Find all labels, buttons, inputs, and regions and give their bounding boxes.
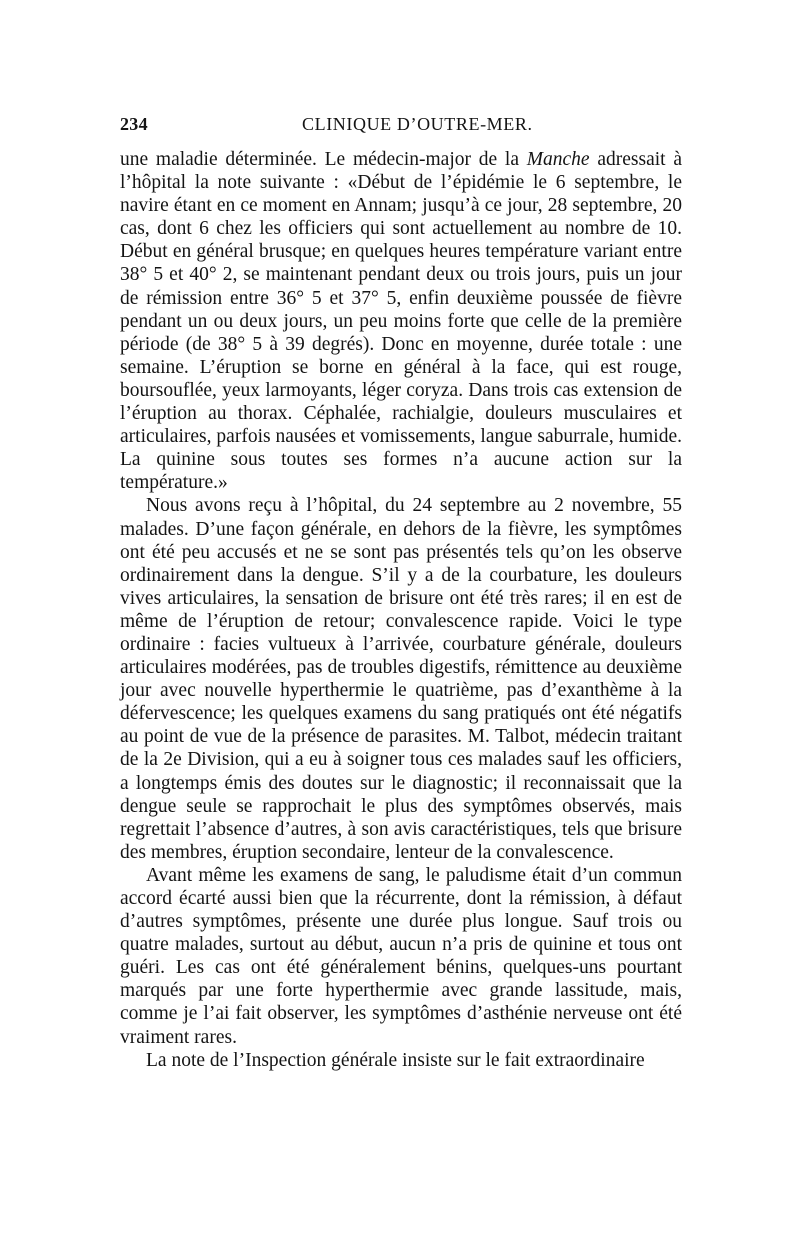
- paragraph-3: [120, 864, 682, 1049]
- running-title: CLINIQUE D’OUTRE-MER.: [302, 114, 533, 134]
- paragraph-4-text: La note de l’Inspection générale insiste sur le fait extraordinaire: [146, 1049, 645, 1071]
- body-text: [120, 148, 682, 1072]
- running-head: [120, 114, 682, 142]
- paragraph-1-text-a: une maladie déterminée. Le médecin-major de la: [120, 149, 527, 170]
- paragraph-1-text-b: adressait à l’hôpital la note suivante : «Début de l’épidémie le 6 septembre, le navire étant en ce moment en Annam; jusqu’à ce jour, 28 septembre, 20 cas, dont 6 chez les officiers qui sont actuellement au nombre de 10. Début en général brusque; en quelques heures température variant entre 38° 5 et 40° 2, se maintenant pendant deux ou trois jours, puis un jour de rémission entre 36° 5 et 37° 5, enfin deuxième poussée de fièvre pendant un ou deux jours, un peu moins forte que celle de la première période (de 38° 5 à 39 degrés). Donc en moyenne, durée totale : une semaine. L’éruption se borne en général à la face, qui est rouge, boursouflée, yeux larmoyants, léger coryza. Dans trois cas extension de l’éruption au thorax. Céphalée, rachialgie, douleurs musculaires et articulaires, parfois nausées et vomissements, langue saburrale, humide. La quinine sous toutes ses formes n’a aucune action sur la température.»: [120, 149, 682, 494]
- paragraph-4: [120, 1049, 682, 1072]
- paragraph-3-text: Avant même les examens de sang, le paludisme était d’un commun accord écarté aussi bien que la récurrente, dont la rémission, à défaut d’autres symptômes, présente une durée plus longue. Sauf trois ou quatre malades, surtout au début, aucun n’a pris de quinine et tous ont guéri. Les cas ont été généralement bénins, quelques-uns pourtant marqués par une forte hyperthermie avec grande lassitude, mais, comme je l’ai fait observer, les symptômes d’asthénie nerveuse ont été vraiment rares.: [120, 864, 682, 1048]
- page-number: 234: [120, 114, 148, 134]
- ship-name-manche: Manche: [526, 149, 590, 170]
- paragraph-2-text: Nous avons reçu à l’hôpital, du 24 septembre au 2 novembre, 55 malades. D’une façon générale, en dehors de la fièvre, les symptômes ont été peu accusés et ne se sont pas présentés tels qu’on les observe ordinairement dans la dengue. S’il y a de la courbature, les douleurs vives articulaires, la sensation de brisure ont été très rares; il en est de même de l’éruption de retour; convalescence rapide. Voici le type ordinaire : facies vultueux à l’arrivée, courbature générale, douleurs articulaires modérées, pas de troubles digestifs, rémittence au deuxième jour avec nouvelle hyperthermie le quatrième, pas d’exanthème à la défervescence; les quelques examens du sang pratiqués ont été négatifs au point de vue de la présence de parasites. M. Talbot, médecin traitant de la 2e Division, qui a eu à soigner tous ces malades sauf les officiers, a longtemps émis des doutes sur le diagnostic; il reconnaissait que la dengue seule se rapprochait le plus des symptômes observés, mais regrettait l’absence d’autres, à son avis caractéristiques, tels que brisure des membres, éruption secondaire, lenteur de la convalescence.: [120, 495, 682, 863]
- paragraph-1: [120, 148, 682, 494]
- paragraph-2: [120, 494, 682, 864]
